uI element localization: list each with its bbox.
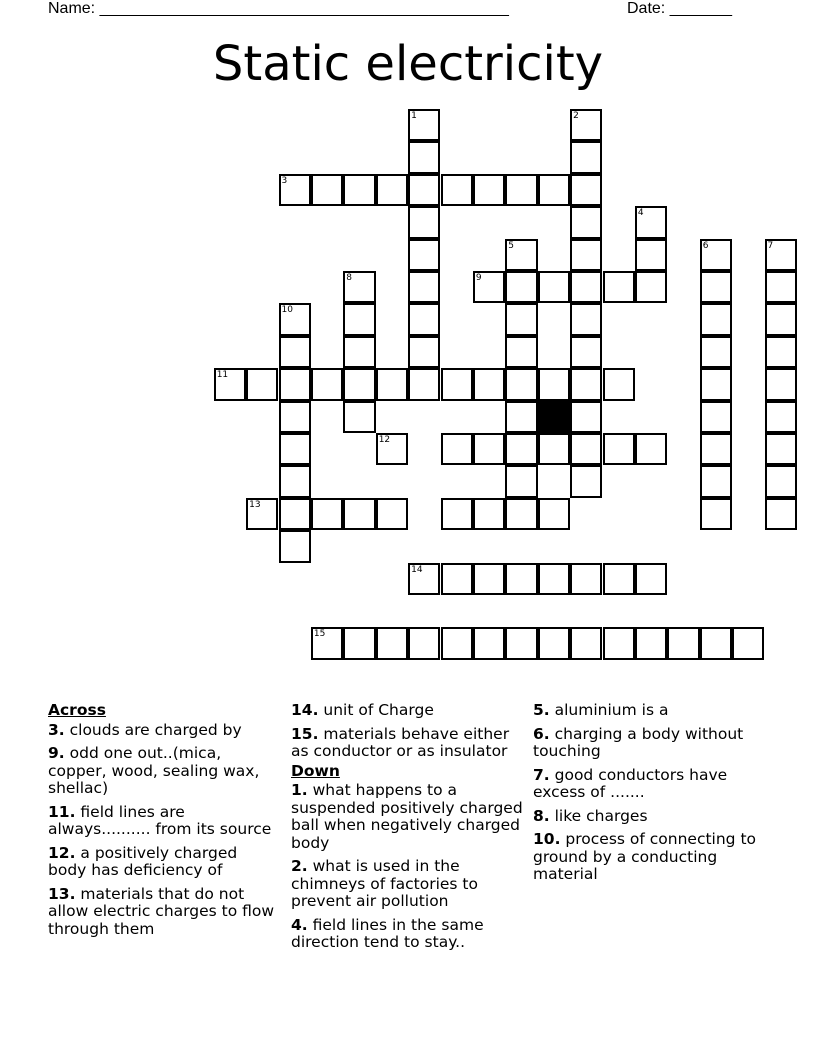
grid-cell[interactable]: [765, 336, 797, 368]
grid-cell[interactable]: [505, 368, 537, 400]
grid-cell[interactable]: [408, 271, 440, 303]
clue-across-12: 12. a positively charged body has deficiency of: [48, 843, 238, 879]
grid-cell[interactable]: [538, 498, 570, 530]
grid-cell[interactable]: [635, 271, 667, 303]
grid-cell[interactable]: [700, 336, 732, 368]
grid-cell[interactable]: [505, 239, 537, 271]
grid-cell[interactable]: [570, 465, 602, 497]
grid-cell[interactable]: [505, 563, 537, 595]
grid-cell[interactable]: [279, 174, 311, 206]
grid-cell[interactable]: [635, 627, 667, 659]
grid-cell[interactable]: [538, 368, 570, 400]
grid-cell[interactable]: [538, 271, 570, 303]
grid-cell[interactable]: [441, 433, 473, 465]
grid-cell[interactable]: [473, 563, 505, 595]
cell-number: 12: [378, 435, 391, 445]
clue-down-5: 5. aluminium is a: [533, 701, 669, 719]
grid-cell[interactable]: [311, 174, 343, 206]
grid-cell[interactable]: [570, 141, 602, 173]
grid-cell[interactable]: [376, 627, 408, 659]
grid-cell[interactable]: [765, 401, 797, 433]
grid-cell[interactable]: [473, 498, 505, 530]
clue-across-13: 13. materials that do not allow electric charges to flow through them: [48, 884, 275, 938]
clue-down-7: 7. good conductors have excess of .......: [533, 765, 728, 801]
date-field-label: Date: _______: [627, 0, 732, 17]
grid-cell[interactable]: [473, 271, 505, 303]
clue-across-11: 11. field lines are always.......... from its source: [48, 802, 272, 838]
grid-cell[interactable]: [376, 498, 408, 530]
grid-cell[interactable]: [343, 627, 375, 659]
grid-cell[interactable]: [343, 368, 375, 400]
grid-block: [538, 401, 570, 433]
grid-cell[interactable]: [603, 433, 635, 465]
grid-cell[interactable]: [505, 627, 537, 659]
grid-cell[interactable]: [538, 174, 570, 206]
grid-cell[interactable]: [603, 368, 635, 400]
clue-across-3: 3. clouds are charged by: [48, 720, 242, 739]
grid-cell[interactable]: [765, 433, 797, 465]
grid-cell[interactable]: [441, 368, 473, 400]
grid-cell[interactable]: [408, 563, 440, 595]
cell-number: 1: [411, 111, 417, 121]
grid-cell[interactable]: [441, 563, 473, 595]
grid-cell[interactable]: [408, 336, 440, 368]
grid-cell[interactable]: [279, 401, 311, 433]
grid-cell[interactable]: [700, 303, 732, 335]
grid-cell[interactable]: [538, 433, 570, 465]
grid-cell[interactable]: [635, 433, 667, 465]
grid-cell[interactable]: [667, 627, 699, 659]
cell-number: 10: [281, 305, 293, 316]
grid-cell[interactable]: [765, 465, 797, 497]
clue-across-14: 14. unit of Charge: [291, 701, 434, 719]
grid-cell[interactable]: [408, 206, 440, 238]
grid-cell[interactable]: [343, 336, 375, 368]
grid-cell[interactable]: [603, 271, 635, 303]
grid-cell[interactable]: [603, 627, 635, 659]
grid-cell[interactable]: [246, 368, 278, 400]
clue-down-10: 10. process of connecting to ground by a conducting material: [533, 830, 757, 883]
grid-cell[interactable]: [765, 498, 797, 530]
grid-cell[interactable]: [279, 530, 311, 562]
grid-cell[interactable]: [538, 563, 570, 595]
grid-cell[interactable]: [505, 271, 537, 303]
grid-cell[interactable]: [700, 465, 732, 497]
grid-cell[interactable]: [279, 465, 311, 497]
grid-cell[interactable]: [279, 336, 311, 368]
clue-down-1: 1. what happens to a suspended positively charged ball when negatively charged body: [291, 781, 523, 852]
clue-across-15: 15. materials behave either as conductor or as insulator: [291, 724, 510, 760]
grid-cell[interactable]: [570, 239, 602, 271]
grid-cell[interactable]: [505, 465, 537, 497]
grid-cell[interactable]: [473, 627, 505, 659]
grid-cell[interactable]: [570, 433, 602, 465]
grid-cell[interactable]: [505, 174, 537, 206]
grid-cell[interactable]: [441, 627, 473, 659]
grid-cell[interactable]: [279, 433, 311, 465]
grid-cell[interactable]: [311, 498, 343, 530]
grid-cell[interactable]: [214, 368, 246, 400]
grid-cell[interactable]: [505, 336, 537, 368]
grid-cell[interactable]: [765, 303, 797, 335]
grid-cell[interactable]: [279, 303, 311, 335]
grid-cell[interactable]: [473, 433, 505, 465]
grid-cell[interactable]: [343, 303, 375, 335]
grid-cell[interactable]: [570, 109, 602, 141]
grid-cell[interactable]: [570, 627, 602, 659]
cell-number: 13: [249, 499, 261, 510]
grid-cell[interactable]: [408, 174, 440, 206]
grid-cell[interactable]: [570, 271, 602, 303]
grid-cell[interactable]: [441, 174, 473, 206]
grid-cell[interactable]: [765, 239, 797, 271]
grid-cell[interactable]: [376, 433, 408, 465]
cell-number: 6: [702, 240, 709, 251]
grid-cell[interactable]: [343, 174, 375, 206]
grid-cell[interactable]: [635, 239, 667, 271]
cell-number: 3: [281, 175, 288, 186]
grid-cell[interactable]: [570, 368, 602, 400]
grid-cell[interactable]: [343, 498, 375, 530]
grid-cell[interactable]: [311, 368, 343, 400]
grid-cell[interactable]: [700, 627, 732, 659]
grid-cell[interactable]: [570, 336, 602, 368]
cell-number: 8: [346, 273, 353, 283]
grid-cell[interactable]: [408, 627, 440, 659]
name-field-label: Name: ______________________________________________: [48, 0, 509, 17]
clue-down-2: 2. what is used in the chimneys of factories to prevent air pollution: [291, 857, 478, 910]
grid-cell[interactable]: [732, 627, 764, 659]
grid-cell[interactable]: [408, 368, 440, 400]
grid-cell[interactable]: [570, 174, 602, 206]
clue-down-4: 4. field lines in the same direction tend to stay..: [291, 915, 484, 951]
grid-cell[interactable]: [765, 271, 797, 303]
cell-number: 7: [767, 240, 774, 251]
cell-number: 9: [475, 273, 482, 283]
grid-cell[interactable]: [570, 563, 602, 595]
grid-cell[interactable]: [635, 206, 667, 238]
clue-down-8: 8. like charges: [533, 806, 648, 825]
clues-column-2: [291, 702, 523, 958]
down-heading: Down: [291, 761, 340, 780]
cell-number: 5: [508, 240, 515, 251]
grid-cell[interactable]: [700, 271, 732, 303]
cell-number: 15: [313, 629, 326, 640]
grid-cell[interactable]: [603, 563, 635, 595]
across-heading: Across: [48, 701, 106, 719]
grid-cell[interactable]: [376, 368, 408, 400]
cell-number: 14: [411, 564, 423, 575]
grid-cell[interactable]: [279, 498, 311, 530]
grid-cell[interactable]: [441, 498, 473, 530]
grid-cell[interactable]: [635, 563, 667, 595]
grid-cell[interactable]: [700, 498, 732, 530]
grid-cell[interactable]: [700, 401, 732, 433]
grid-cell[interactable]: [700, 433, 732, 465]
grid-cell[interactable]: [505, 433, 537, 465]
grid-cell[interactable]: [376, 174, 408, 206]
grid-cell[interactable]: [408, 239, 440, 271]
grid-cell[interactable]: [570, 401, 602, 433]
grid-cell[interactable]: [570, 303, 602, 335]
grid-cell[interactable]: [505, 303, 537, 335]
grid-cell[interactable]: [311, 627, 343, 659]
grid-cell[interactable]: [408, 109, 440, 141]
cell-number: 11: [216, 370, 229, 381]
grid-cell[interactable]: [538, 627, 570, 659]
grid-cell[interactable]: [408, 303, 440, 335]
clue-down-6: 6. charging a body without touching: [533, 724, 744, 760]
grid-cell[interactable]: [473, 368, 505, 400]
grid-cell[interactable]: [765, 368, 797, 400]
clues-column-3: [533, 702, 768, 890]
clue-across-9: 9. odd one out..(mica, copper, wood, sealing wax, shellac): [48, 744, 260, 797]
grid-cell[interactable]: [505, 498, 537, 530]
grid-cell[interactable]: [700, 368, 732, 400]
clues-column-1: [48, 702, 276, 944]
cell-number: 4: [637, 208, 644, 219]
grid-cell[interactable]: [246, 498, 278, 530]
cell-number: 2: [573, 111, 579, 121]
grid-cell[interactable]: [343, 271, 375, 303]
grid-cell[interactable]: [473, 174, 505, 206]
grid-cell[interactable]: [700, 239, 732, 271]
grid-cell[interactable]: [570, 206, 602, 238]
grid-cell[interactable]: [505, 401, 537, 433]
grid-cell[interactable]: [343, 401, 375, 433]
grid-cell[interactable]: [279, 368, 311, 400]
grid-cell[interactable]: [408, 141, 440, 173]
page-title: Static electricity: [212, 36, 604, 92]
